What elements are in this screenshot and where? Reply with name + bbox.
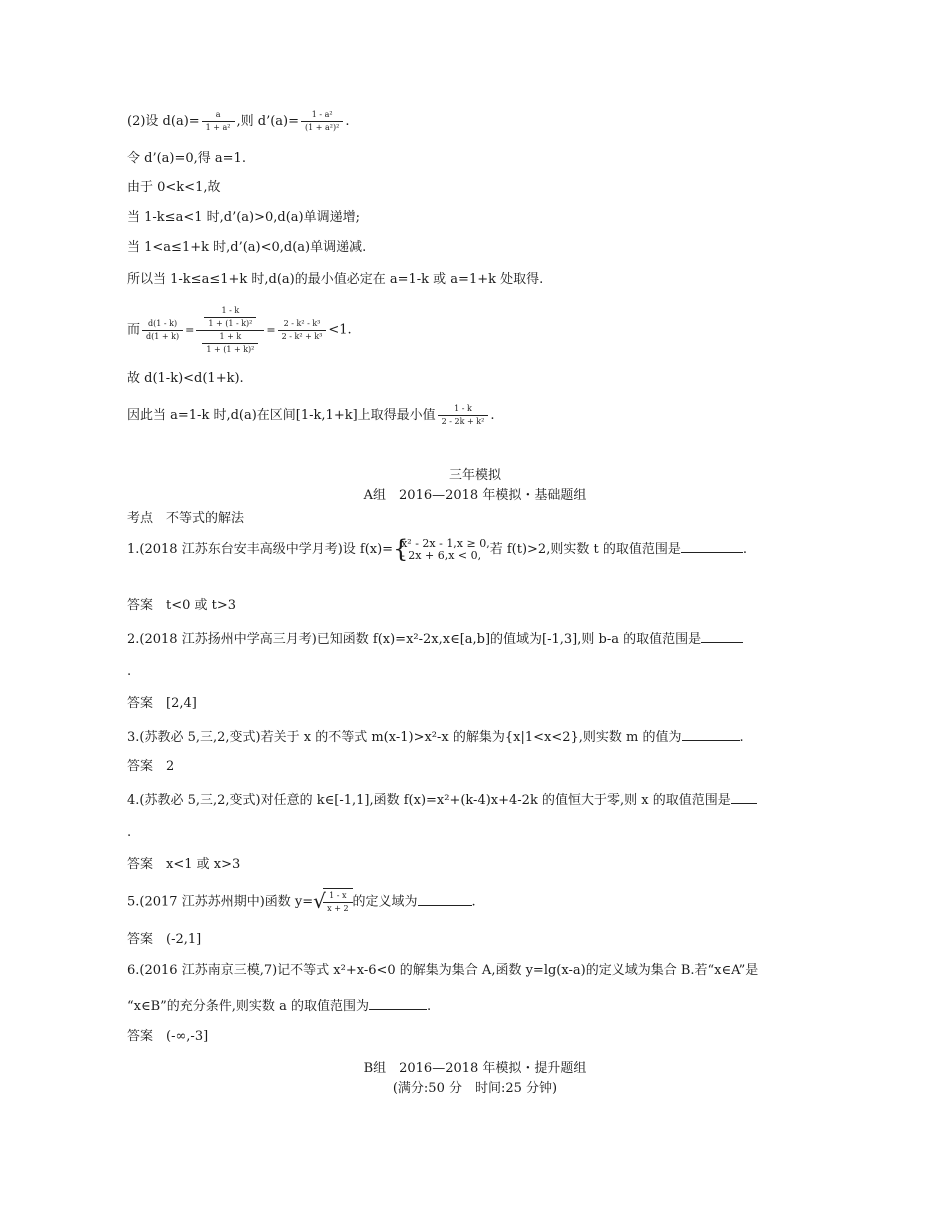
radical-icon: √ [313, 889, 326, 913]
question-5: 5.(2017 江苏苏州期中)函数 y= √ $\frac{1 - x}{x + 2}$ 的定义域为 . [127, 888, 476, 916]
answer-blank [681, 539, 743, 553]
group-b-title: B组 2016—2018 年模拟・提升题组 [363, 1061, 587, 1076]
solution-line-2: 令 d’(a)=0,得 a=1. [127, 151, 246, 166]
answer-4: 答案 x<1 或 x>3 [127, 857, 241, 872]
solution-line-3: 由于 0<k<1,故 [127, 180, 221, 195]
answer-blank [731, 790, 757, 804]
question-2: 2.(2018 江苏扬州中学高三月考)已知函数 f(x)=x²-2x,x∈[a,b]的值域为[-1,3],则 b-a 的取值范围是 [127, 629, 743, 649]
fraction: $\frac{1 - k}{\text{2 - 2k + k²}}$ [438, 404, 489, 427]
answer-5: 答案 (-2,1] [127, 932, 202, 947]
complex-fraction: $\frac{\frac{1 - k}{\text{1 + (1 - k)²}}}{\frac{1 + k}{\text{1 + (1 + k)²}}}$ [196, 306, 264, 355]
square-root: √ $\frac{1 - x}{x + 2}$ [313, 888, 352, 916]
solution-line-9: 因此当 a=1-k 时,d(a)在区间[1-k,1+k]上取得最小值 $\frac{1 - k}{\text{2 - 2k + k²}}$ . [127, 404, 495, 426]
solution-line-8: 故 d(1-k)<d(1+k). [127, 371, 244, 386]
answer-blank [701, 629, 743, 643]
answer-3: 答案 2 [127, 759, 175, 774]
solution-line-7: 而 $\frac{d(1 - k)}{d(1 + k)}$ = $\frac{\frac{1 - k}{\text{1 + (1 - k)²}}}{\frac{1 + k}{\text{1 + (1 + k)²}}}$ = $\frac{\text{2 - k² - k³}}{\text{2 - k² + k³}}$ <1. [127, 306, 352, 354]
answer-1: 答案 t<0 或 t>3 [127, 598, 237, 613]
fraction: $\frac{a}{\text{1 + a²}}$ [202, 110, 235, 133]
question-2-end: . [127, 664, 132, 679]
answer-blank [418, 892, 472, 906]
question-6-line-2: “x∈B”的充分条件,则实数 a 的取值范围为 . [127, 996, 431, 1016]
solution-line-6: 所以当 1-k≤a≤1+k 时,d(a)的最小值必定在 a=1-k 或 a=1+k 处取得. [127, 272, 544, 287]
group-b-meta: (满分:50 分 时间:25 分钟) [392, 1081, 558, 1096]
answer-blank [682, 727, 740, 741]
question-4: 4.(苏教必 5,三,2,变式)对任意的 k∈[-1,1],函数 f(x)=x²+(k-4)x+4-2k 的值恒大于零,则 x 的取值范围是 [127, 790, 757, 810]
brace-icon: { [393, 534, 409, 563]
group-a-title: A组 2016—2018 年模拟・基础题组 [363, 488, 587, 503]
solution-line-4: 当 1-k≤a<1 时,d’(a)>0,d(a)单调递增; [127, 210, 360, 225]
question-3: 3.(苏教必 5,三,2,变式)若关于 x 的不等式 m(x-1)>x²-x 的解集为{x|1<x<2},则实数 m 的值为 . [127, 727, 744, 747]
answer-2: 答案 [2,4] [127, 696, 197, 711]
fraction: $\frac{d(1 - k)}{d(1 + k)}$ [142, 319, 183, 342]
fraction: $\frac{\text{1 - a²}}{\text{(1 + a²)²}}$ [301, 110, 343, 133]
piecewise-function: { x² - 2x - 1,x ≥ 0, - 2x + 6,x < 0, [393, 534, 490, 563]
section-title: 三年模拟 [448, 468, 501, 483]
question-1: 1.(2018 江苏东台安丰高级中学月考)设 f(x)= { x² - 2x - 1,x ≥ 0, - 2x + 6,x < 0, 若 f(t)>2,则实数 t 的取值范围是 . [127, 534, 747, 563]
fraction: $\frac{\text{2 - k² - k³}}{\text{2 - k² + k³}}$ [278, 319, 327, 342]
solution-line-1: (2)设 d(a)= $\frac{a}{\text{1 + a²}}$ ,则 d’(a)= $\frac{\text{1 - a²}}{\text{(1 + a²)²}}$ . [127, 110, 350, 132]
solution-line-5: 当 1<a≤1+k 时,d’(a)<0,d(a)单调递减. [127, 240, 367, 255]
question-6-line-1: 6.(2016 江苏南京三模,7)记不等式 x²+x-6<0 的解集为集合 A,函数 y=lg(x-a)的定义域为集合 B.若“x∈A”是 [127, 963, 759, 978]
question-4-end: . [127, 825, 132, 840]
kaodian-heading: 考点 不等式的解法 [127, 511, 245, 526]
answer-6: 答案 (-∞,-3] [127, 1029, 209, 1044]
answer-blank [369, 996, 427, 1010]
